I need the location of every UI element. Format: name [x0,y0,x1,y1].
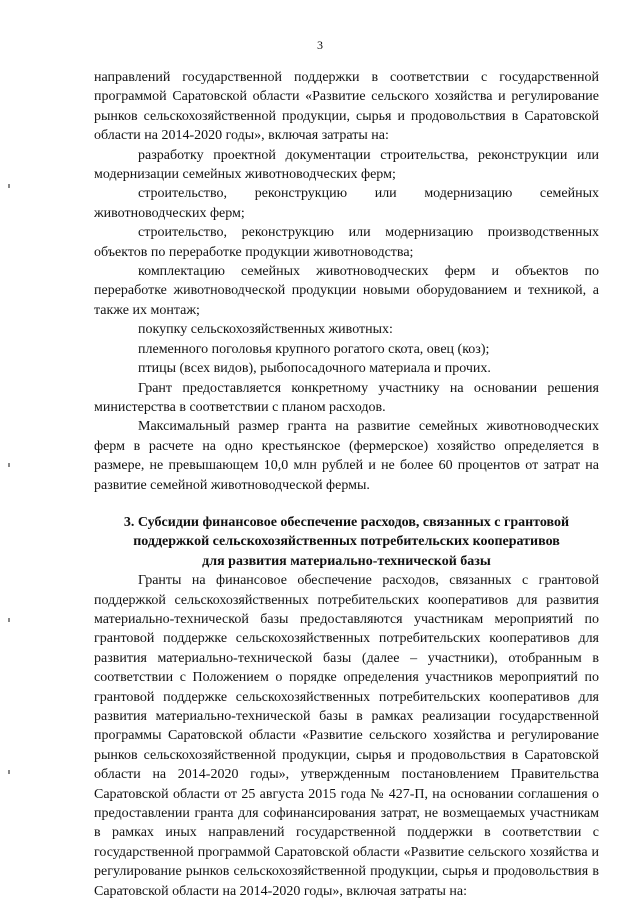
section-heading-line: для развития материально-технической базы [202,553,491,569]
paragraph: строительство, реконструкцию или модернизацию производственных объектов по переработке продукции животноводства; [94,225,599,260]
paragraph: строительство, реконструкцию или модернизацию семейных животноводческих ферм; [94,186,599,221]
paragraph: племенного поголовья крупного рогатого скота, овец (коз); [138,341,490,357]
section-heading-line: 3. Субсидии финансовое обеспечение расходов, связанных с грантовой [123,514,570,530]
paragraph: покупку сельскохозяйственных животных: [138,322,393,338]
page-number: 3 [317,38,323,52]
paragraph: комплектацию семейных животноводческих ферм и объектов по переработке животноводческой продукции новыми оборудованием и техникой, а также их монтаж; [94,264,599,318]
paragraph: разработку проектной документации строительства, реконструкции или модернизации семейных животноводческих ферм; [94,147,599,183]
body-text [94,68,599,901]
paragraph: птицы (всех видов), рыбопосадочного материала и прочих. [138,361,491,377]
paragraph: Максимальный размер гранта на развитие семейных животноводческих ферм в расчете на одно крестьянское (фермерское) хозяйство определяется в размере, не превышающем 10,0 млн рублей и не более 60 процентов от затрат на развитие семейной животноводческой фермы. [94,419,599,493]
section-heading [94,513,599,571]
margin-speck [8,770,10,774]
margin-speck [8,618,10,622]
margin-speck [8,463,10,467]
paragraph: Грант предоставляется конкретному участнику на основании решения министерства в соответствии с планом расходов. [94,380,599,415]
paragraph: направлений государственной поддержки в соответствии с государственной программой Саратовской области «Развитие сельского хозяйства и регулирование рынков сельскохозяйственной продукции, сырья и продовольствия в Саратовской области на 2014-2020 годы», включая затраты на: [94,70,599,144]
paragraph: Гранты на финансовое обеспечение расходов, связанных с грантовой поддержкой сельскохозяйственных потребительских кооперативов для развития материально-технической базы предоставляются участникам мероприятий по грантовой поддержке сельскохозяйственных потребительских кооперативов для развития материально-технической базы (далее – участники), отобранным в соответствии с Положением о порядке определения участников мероприятий по грантовой поддержке сельскохозяйственных потребительских кооперативов для развития материально-технической базы в рамках реализации государственной программы Саратовской области «Развитие сельского хозяйства и регулирование рынков сельскохозяйственной продукции, сырья и продовольствия в Саратовской области на 2014-2020 годы», утвержденным постановлением Правительства Саратовской области от 25 августа 2015 года № 427-П, на основании соглашения о предоставлении гранта для софинансирования затрат, не возмещаемых участникам в рамках иных направлений государственной поддержки в соответствии с государственной программой Саратовской области «Развитие сельского хозяйства и регулирование рынков сельскохозяйственной продукции, сырья и продовольствия в Саратовской области на 2014-2020 годы», включая затраты на: [94,573,599,899]
margin-speck [8,184,10,188]
section-heading-line: поддержкой сельскохозяйственных потребительских кооперативов [133,534,560,550]
